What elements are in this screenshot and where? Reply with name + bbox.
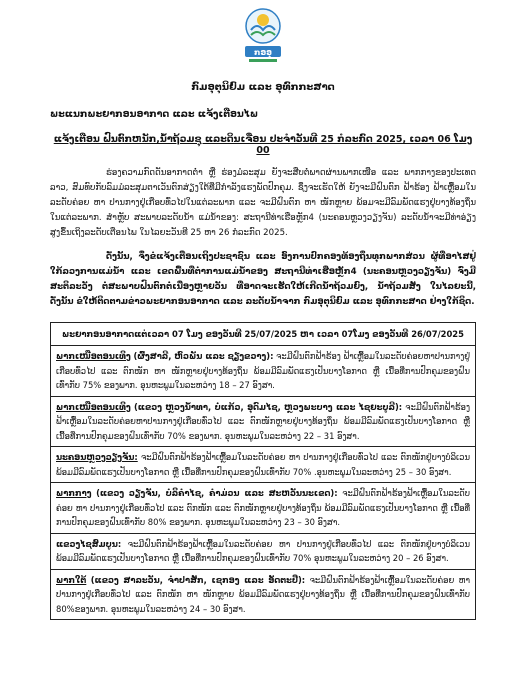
forecast-row-south xyxy=(51,569,475,620)
region-name: ພາກເໜືອຕອນເທິງ xyxy=(56,351,131,362)
region-name: ພາກໃຕ້ xyxy=(56,574,87,585)
region-provinces: (ແຂວງ ວຽງຈັນ, ບໍລິຄຳໄຊ, ຄຳມ່ວນ ແລະ ສະຫວັນນະເຂດ): xyxy=(96,488,338,499)
warning-headline: ແຈ້ງເຕືອນ ຝົນຕົກຫນັກ,ນ້ຳຖ້ວມຊຸ ແລະດິນເຈື່ອນ ປະຈຳວັນທີ 25 ກໍລະກົດ 2025, ເວລາ 06 ໂມງ 00 xyxy=(53,134,473,156)
region-name: ພາກກາງ xyxy=(56,488,92,499)
region-forecast-text: ຈະມີຝົນຕົກຟ້າຮ້ອງຟ້າເຫຼື້ອມໃນລະດັບຄ່ອຍ ຫາ ປານກາງຢູ່ເກືອບທົ່ວໄປ ແລະ ຕົກໜັກຢູ່ບາງບໍລິເວນ ພ້ອມມີລົມພັດແຮງເປັນບາງໂອກາດ ຫຼື ເນື້ອທີ່ການປົກຄຸມຂອງຝົນເທົ່າກັບ 70% .ອຸນຫະພູມໃນລະຫວ່າງ 25 – 30 ອົງສາ. xyxy=(56,452,470,477)
department-title: ພະແນກພະຍາກອນອາກາດ ແລະ ແຈ້ງເຕືອນໄພ xyxy=(50,109,259,120)
region-forecast-text: ຈະມີຝົນຕົກຟ້າຮ້ອງ ຟ້າເຫຼື້ອມໃນລະດັບຄ່ອຍຫາປານກາງຢູ່ເກືອບທົ່ວໄປ ແລະ ຕົກໜັກຫຼາຍຢູ່ບາງທ້ອງຖິ່ນ ພ້ອມມີລົມພັດແຮງເປັນບາງໂອກາດ ຫຼື ເນື້ອທີ່ການປົກຄຸມຂອງຝົນເທົ່າກັບ 70% ຂອງພາກ. ອຸນຫະພູມໃນລະຫວ່າງ 22 – 31 ອົງສາ. xyxy=(56,401,470,441)
region-provinces: (ຜົ້ງສາລີ, ຫົວພັນ ແລະ ຊຽງຂວາງ): xyxy=(133,351,274,362)
forecast-table xyxy=(50,322,476,621)
meteorology-department-logo-icon xyxy=(231,6,295,66)
ministry-title: ກົມອຸຕຸນິຍົມ ແລະ ອຸທົກກະສາດ xyxy=(191,82,335,93)
region-provinces: (ແຂວງ ຫຼວງນ້ຳທາ, ບໍ່ແກ້ວ, ອຸດົມໄຊ, ຫຼວງພະບາງ ແລະ ໄຊຍະບູລີ): xyxy=(133,401,403,412)
region-name: ແຂວງໄຊສົມບູນ: xyxy=(56,538,122,549)
advisory-paragraph: ດັ່ງນັ້ນ, ຈຶ່ງຂໍແຈ້ງເຕືອນເຖິງປະຊາຊົນ ແລະ ອົງການປົກຄອງທ້ອງຖິ່ນທຸກພາກສ່ວນ ຜູ້ທີ່ອາໄສຢູ່ໃກ້ລວງການແມ່ນ້ຳ ແລະ ເຂດພື້ນທີ່ຕ່ຳການແມ່ນ້ຳຂອງ ສະຖານີທ່າເຮືອຫຼັກ4 (ນະຄອນຫຼວງວຽງຈັນ) ຈົ່ງມີສະຕິລະວັງ ຕໍ່ສະພາບຝົນຕົກຕໍ່ເນື່ອງຫຼາຍວັນ ທີ່ອາດຈະເຮັດໃຫ້ເກີດນ້ຳຖ້ວມຍົງ, ນ້ຳຖ້ວມສັງ ໃນໄລຍະນີ້, ດັ່ງນັ້ນ ຂໍໃຫ້ຕິດຕາມຂ່າວພະຍາກອນອາກາດ ແລະ ລະດັບນ້ຳຈາກ ກົມອຸຕຸນິຍົມ ແລະ ອຸທົກກະສາດ ຢ່າງໃກ້ຊິດ. xyxy=(50,251,476,307)
forecast-row-north-lower xyxy=(51,396,475,447)
situation-paragraph: ຮ່ອງຄວາມກົດດັນອາກາດຕ່ຳ ຫຼື ຮ່ອງມໍລະສຸມ ຍັງຈະສືບຕໍ່ພາດຜ່ານພາກເໜືອ ແລະ ພາກກາງຂອງປະເທດລາວ, ສົມທົບກັບລົມມໍລະສຸມຕາເວັນຕົກສ່ຽງໃຕ້ທີ່ມີກຳລັງແຮງພັດປົກຄຸມ. ຊຶ່ງຈະເຮັດໃຫ້ ຍັງຈະມີຝົນຕົກ ຟ້າຮ້ອງ ຟ້າເຫຼື້ອມໃນລະດັບຄ່ອຍ ຫາ ປານກາງຢູ່ເກືອບທົ່ວໄປໃນແຕ່ລະພາກ ແລະ ຈະມີຝົນຕົກ ຫາ ໜັກຫຼາຍ ພ້ອມຈະມີລົມພັດແຮງຢູ່ບາງທ້ອງຖິ່ນໃນແຕ່ລະພາກ. ສຳຫຼັບ ສະພາບລະດັບນ້ຳ ແມ່ນ້ຳຂອງ: ສະຖານີທ່າເຮືອຫຼັກ4 (ນະຄອນຫຼວງວຽງຈັນ) ລະດັບນ້ຳຈະມີທ່າອ່ຽງສູງຂຶ້ນເຖິງລະດັບເຕືອນໄພ ໃນໄລຍະວັນທີ 25 ຫາ 26 ກໍລະກົດ 2025. xyxy=(50,168,476,238)
forecast-row-vientiane-capital xyxy=(51,446,475,482)
region-forecast-text: ຈະມີຝົນຕົກຟ້າຮ້ອງຟ້າເຫຼື້ອມໃນລະດັບຄ່ອຍ ຫາ ປານກາງຢູ່ເກືອບທົ່ວໄປ ແລະ ຕົກໜັກ ຫາ ໜັກຫຼາຍ ພ້ອມມີລົມພັດແຮງຢູ່ບາງທ້ອງຖິ່ນ ຫຼື ເນື້ອທີ່ການປົກຄຸມຂອງຝົນເທົ່າກັບ 80%ຂອງພາກ. ອຸນຫະພູມໃນລະຫວ່າງ 24 – 30 ອົງສາ. xyxy=(56,574,470,614)
forecast-row-central xyxy=(51,482,475,533)
region-forecast-text: ຈະມີຝົນຕົກຟ້າຮ້ອງຟ້າເຫຼື້ອມໃນລະດັບຄ່ອຍ ຫາ ປານກາງຢູ່ເກືອບທົ່ວໄປ ແລະ ຕົກໜັກ ແລະ ຕົກໜັກຫຼາຍຢູ່ບາງທ້ອງຖິ່ນ ພ້ອມມີລົມພັດແຮງເປັນບາງໂອກາດ ຫຼື ເນື້ອທີ່ການປົກຄຸມຂອງຝົນເທົ່າກັບ 80% ຂອງພາກ. ອຸນຫະພູມໃນລະຫວ່າງ 23 – 30 ອົງສາ. xyxy=(56,488,470,528)
region-name: ພາກເໜືອຕອນເທິງ xyxy=(56,401,131,412)
logo-text: ກອອຸ xyxy=(254,48,272,57)
forecast-row-north-upper xyxy=(51,345,475,396)
forecast-row-xaisomboun xyxy=(51,533,475,569)
region-name: ນະຄອນຫຼວງວຽງຈັນ: xyxy=(56,452,138,463)
region-provinces: (ແຂວງ ສາລະວັນ, ຈຳປາສັກ, ເຊກອງ ແລະ ອັດຕະປື): xyxy=(90,574,306,585)
forecast-period: ພະຍາກອນອາກາດແຕ່ເວລາ 07 ໂມງ ຂອງວັນທີ 25/07/2025 ຫາ ເວລາ 07ໂມງ ຂອງວັນທີ 26/07/2025 xyxy=(62,328,464,339)
region-forecast-text: ຈະມີຝົນຕົກຟ້າຮ້ອງຟ້າເຫຼື້ອມໃນລະດັບຄ່ອຍ ຫາ ປານກາງຢູ່ເກືອບທົ່ວໄປ ແລະ ຕົກໜັກຢູ່ບາງບໍລິເວນ ພ້ອມມີລົມພັດແຮງເປັນບາງໂອກາດ ຫຼື ເນື້ອທີ່ການປົກຄຸມຂອງຝົນເທົ່າກັບ 70% ອຸນຫະພູມໃນລະຫວ່າງ 20 – 26 ອົງສາ. xyxy=(56,538,470,564)
region-forecast-text: ຈະມີຝົນຕົກຟ້າຮ້ອງ ຟ້າເຫຼື້ອມໃນລະດັບຄ່ອຍຫາປານກາງຢູ່ເກືອບທົ່ວໄປ ແລະ ຕົກໜັກ ຫາ ໜັກຫຼາຍຢູ່ບາງທ້ອງຖິ່ນ ພ້ອມມີລົມພັດແຮງເປັນບາງໂອກາດ ຫຼື ເນື້ອທີ່ການປົກຄຸມຂອງຝົນເທົ່າກັບ 75% ຂອງພາກ. ອຸນຫະພູມໃນລະຫວ່າງ 18 – 27 ອົງສາ. xyxy=(56,351,470,391)
